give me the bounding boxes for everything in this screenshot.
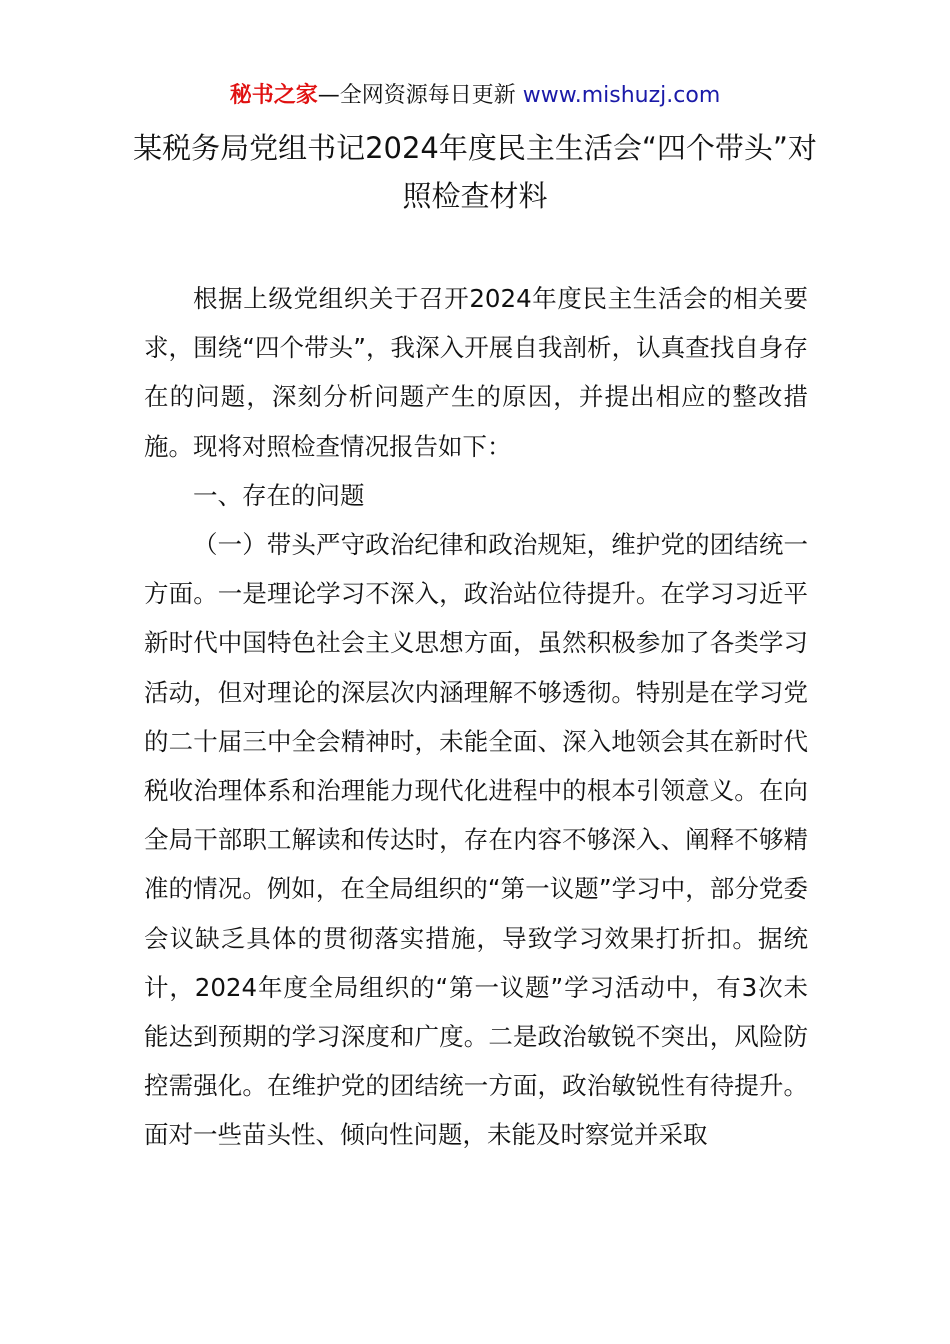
brand-name: 秘书之家	[229, 83, 318, 108]
section-heading: 一、存在的问题	[193, 480, 365, 510]
header-tagline: —全网资源每日更新	[317, 83, 523, 108]
section-paragraph: （一）带头严守政治纪律和政治规矩，维护党的团结统一方面。一是理论学习不深入，政治站位待提升。在学习习近平新时代中国特色社会主义思想方面，虽然积极参加了各类学习活动，但对理论的深层次内涵理解不够透彻。特别是在学习党的二十届三中全会精神时，未能全面、深入地领会其在新时代税收治理体系和治理能力现代化进程中的根本引领意义。在向全局干部职工解读和传达时，存在内容不够深入、阐释不够精准的情况。例如，在全局组织的“第一议题”学习中，部分党委会议缺乏具体的贯彻落实措施，导致学习效果打折扣。据统计，2024年度全局组织的“第一议题”学习活动中，有3次未能达到预期的学习深度和广度。二是政治敏锐不突出，风险防控需强化。在维护党的团结统一方面，政治敏锐性有待提升。面对一些苗头性、倾向性问题，未能及时察觉并采取	[144, 530, 808, 1150]
site-header	[0, 80, 950, 112]
intro-paragraph: 根据上级党组织关于召开2024年度民主生活会的相关要求，围绕“四个带头”，我深入开展自我剖析，认真查找自身存在的问题，深刻分析问题产生的原因，并提出相应的整改措施。现将对照检查情况报告如下：	[144, 284, 808, 461]
document-body	[144, 274, 808, 1160]
site-url-link[interactable]: www.mishuzj.com	[522, 83, 721, 108]
document-title: 某税务局党组书记2024年度民主生活会“四个带头”对照检查材料	[133, 131, 817, 213]
